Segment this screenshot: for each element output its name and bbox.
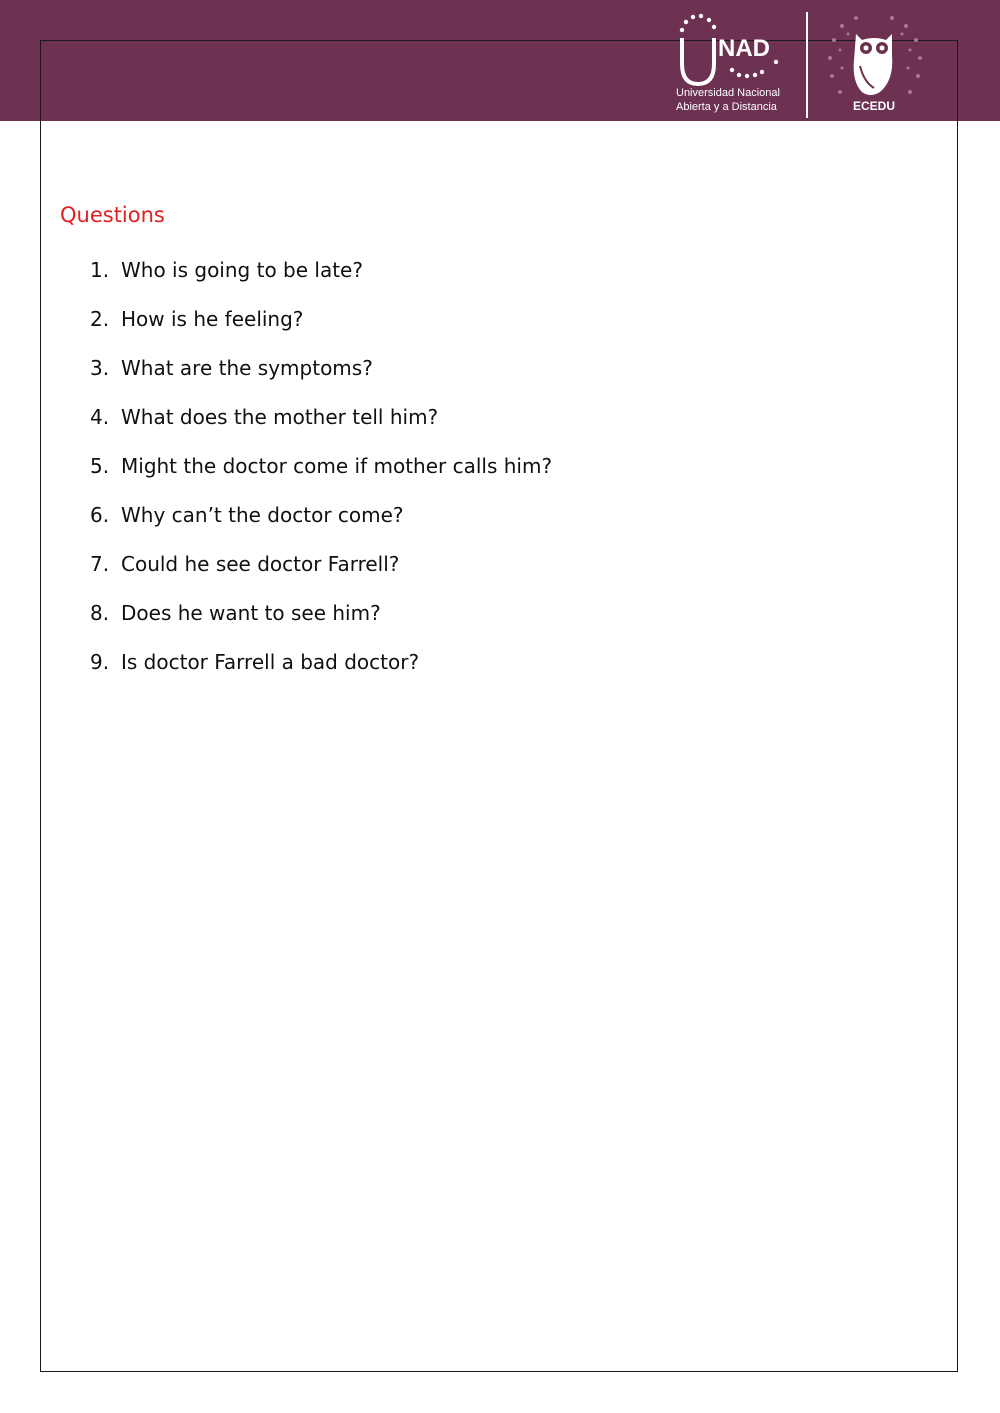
question-item (90, 598, 552, 647)
question-item (90, 255, 552, 304)
question-text: Might the doctor come if mother calls him? (121, 454, 553, 478)
svg-text:NAD: NAD (718, 35, 770, 62)
question-text: What are the symptoms? (121, 356, 373, 380)
question-number: 8. (90, 601, 110, 625)
question-number: 4. (90, 405, 110, 429)
question-item (90, 402, 552, 451)
unad-subtitle (676, 86, 780, 114)
question-text: Is doctor Farrell a bad doctor? (121, 650, 420, 674)
question-item (90, 500, 552, 549)
unad-subtitle-line1: Universidad Nacional (676, 87, 780, 99)
question-item (90, 451, 552, 500)
question-item (90, 647, 552, 696)
question-text: Does he want to see him? (121, 601, 381, 625)
question-number: 6. (90, 503, 110, 527)
question-text: Who is going to be late? (121, 258, 363, 282)
question-number: 5. (90, 454, 110, 478)
question-number: 1. (90, 258, 110, 282)
question-item (90, 353, 552, 402)
question-item (90, 549, 552, 598)
question-list (90, 255, 552, 696)
question-text: Could he see doctor Farrell? (121, 552, 400, 576)
logo-divider (806, 12, 808, 118)
question-text: Why can’t the doctor come? (121, 503, 404, 527)
question-number: 3. (90, 356, 110, 380)
question-text: What does the mother tell him? (121, 405, 439, 429)
question-item (90, 304, 552, 353)
question-text: How is he feeling? (121, 307, 304, 331)
question-number: 7. (90, 552, 110, 576)
question-number: 2. (90, 307, 110, 331)
section-title: Questions (60, 203, 165, 227)
page-frame (40, 40, 958, 1372)
unad-subtitle-line2: Abierta y a Distancia (676, 101, 777, 113)
ecedu-owl-logo (820, 10, 928, 118)
svg-text:ECEDU: ECEDU (852, 99, 896, 113)
question-number: 9. (90, 650, 110, 674)
